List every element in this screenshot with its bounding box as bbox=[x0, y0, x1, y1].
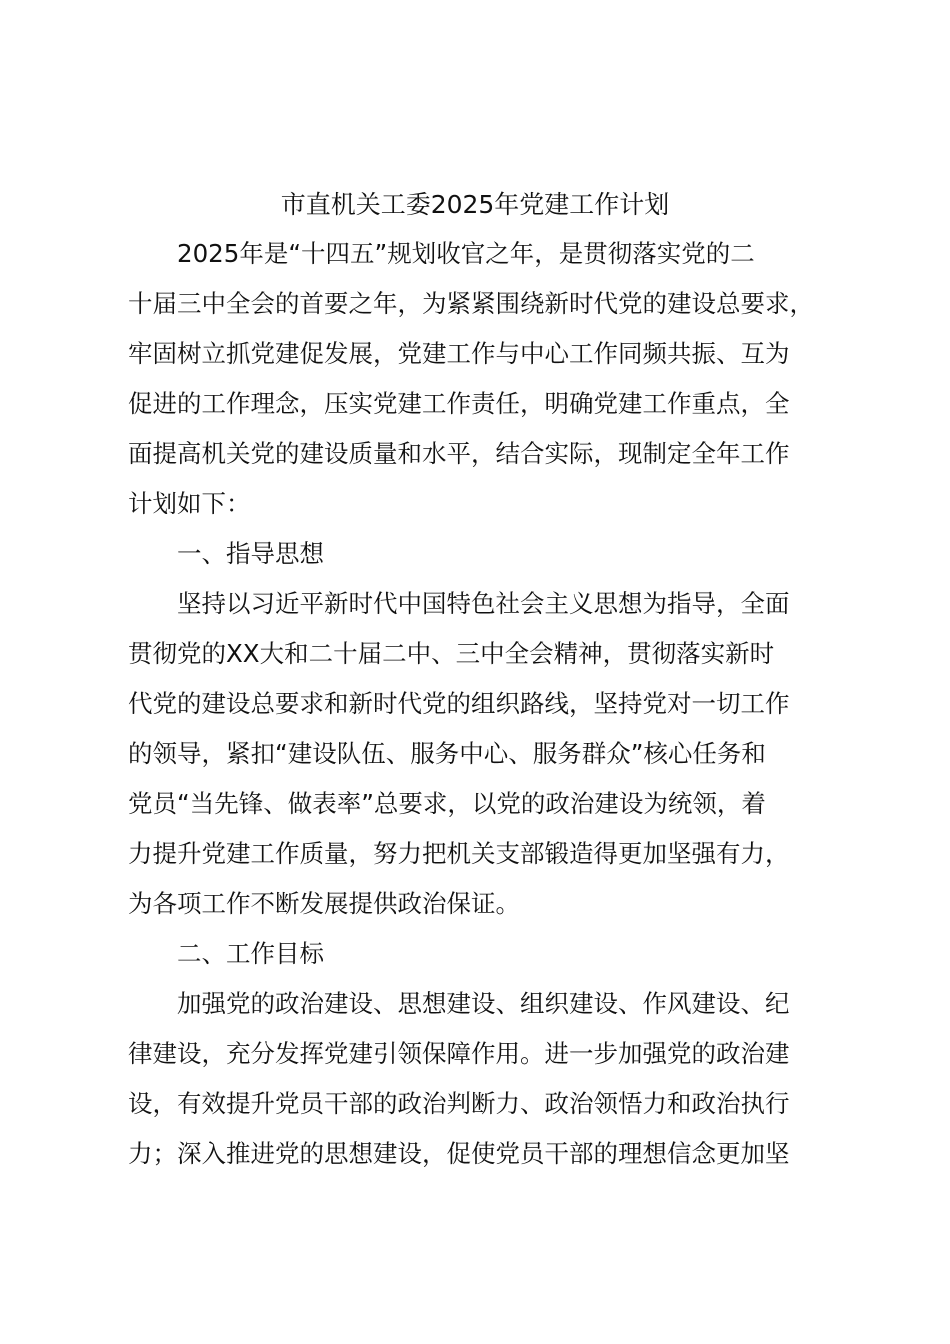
section2-line: 力；深入推进党的思想建设，促使党员干部的理想信念更加坚 bbox=[128, 1139, 790, 1168]
section1-line: 贯彻党的XX大和二十届二中、三中全会精神，贯彻落实新时 bbox=[128, 639, 775, 668]
section1-line: 坚持以习近平新时代中国特色社会主义思想为指导，全面 bbox=[128, 589, 790, 618]
intro-line: 面提高机关党的建设质量和水平，结合实际，现制定全年工作 bbox=[128, 439, 790, 468]
section2-line: 律建设，充分发挥党建引领保障作用。进一步加强党的政治建 bbox=[128, 1039, 790, 1068]
intro-line: 牢固树立抓党建促发展，党建工作与中心工作同频共振、互为 bbox=[128, 339, 790, 368]
intro-line: 十届三中全会的首要之年，为紧紧围绕新时代党的建设总要求， bbox=[128, 289, 814, 318]
section2-line: 加强党的政治建设、思想建设、组织建设、作风建设、纪 bbox=[128, 989, 790, 1018]
section1-line: 代党的建设总要求和新时代党的组织路线，坚持党对一切工作 bbox=[128, 689, 790, 718]
section1-line: 党员“当先锋、做表率”总要求，以党的政治建设为统领，着 bbox=[128, 789, 766, 818]
section1-line: 的领导，紧扣“建设队伍、服务中心、服务群众”核心任务和 bbox=[128, 739, 766, 768]
section2-line: 设，有效提升党员干部的政治判断力、政治领悟力和政治执行 bbox=[128, 1089, 790, 1118]
section-heading-work-goals: 二、工作目标 bbox=[128, 939, 324, 968]
intro-line: 计划如下： bbox=[128, 489, 251, 518]
intro-line: 2025年是“十四五”规划收官之年，是贯彻落实党的二 bbox=[128, 239, 755, 268]
section1-line: 为各项工作不断发展提供政治保证。 bbox=[128, 889, 520, 918]
section-heading-guiding-thought: 一、指导思想 bbox=[128, 539, 324, 568]
intro-line: 促进的工作理念，压实党建工作责任，明确党建工作重点，全 bbox=[128, 389, 790, 418]
document-title: 市直机关工委2025年党建工作计划 bbox=[280, 190, 670, 219]
section1-line: 力提升党建工作质量，努力把机关支部锻造得更加坚强有力， bbox=[128, 839, 790, 868]
